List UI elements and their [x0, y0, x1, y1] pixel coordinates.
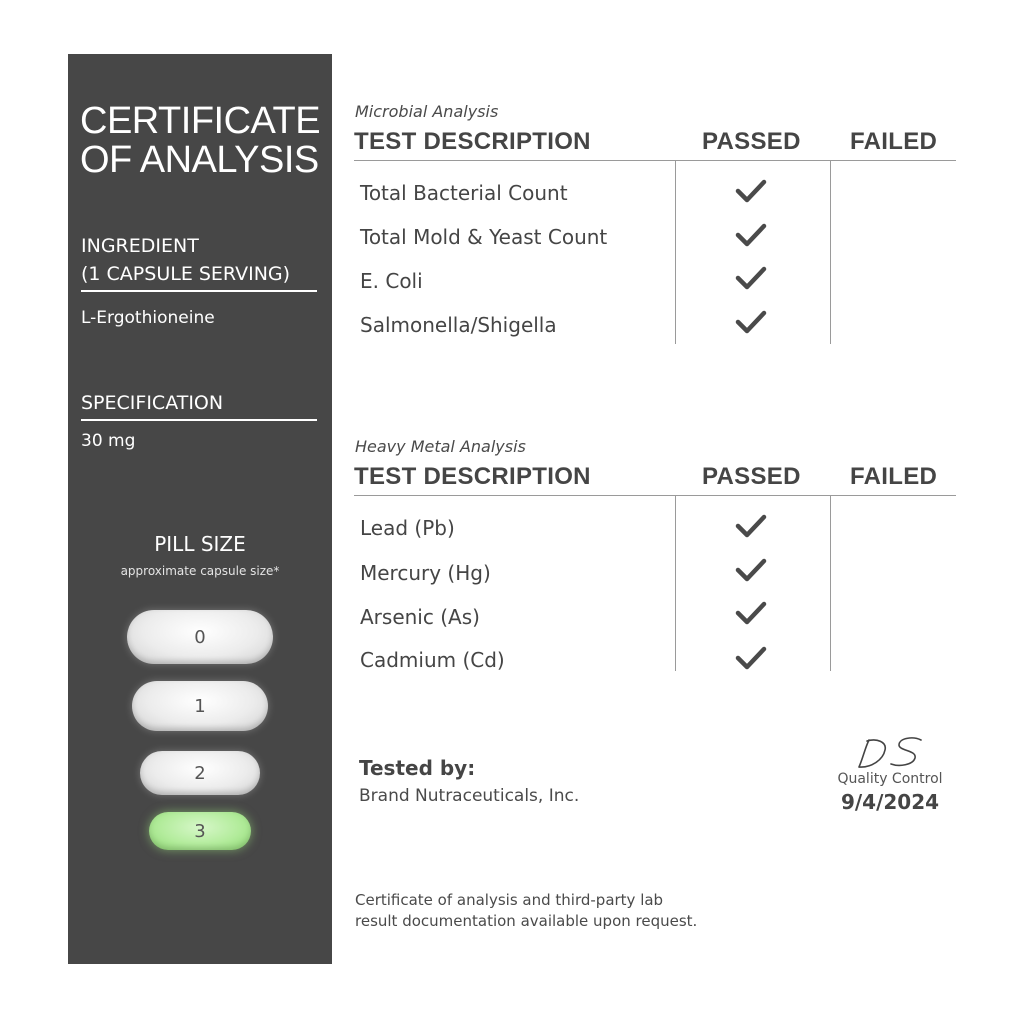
tested-by-value: Brand Nutraceuticals, Inc. — [359, 786, 580, 806]
heavy-metal-row-label: Mercury (Hg) — [360, 561, 491, 585]
sidebar-panel — [68, 54, 332, 964]
microbial-column-divider — [675, 160, 676, 344]
heavy-metal-caption: Heavy Metal Analysis — [355, 437, 526, 456]
pill-size-subheading: approximate capsule size* — [120, 564, 280, 578]
capsule-size-3-highlighted — [149, 812, 251, 850]
heavy-metal-column-divider — [675, 495, 676, 671]
checkmark-icon — [735, 600, 767, 626]
specification-label: SPECIFICATION — [81, 390, 317, 421]
capsule-label: 1 — [194, 695, 206, 717]
signature-image — [855, 734, 931, 772]
capsule-label: 2 — [194, 762, 206, 784]
microbial-row-label: E. Coli — [360, 269, 423, 293]
microbial-column-divider — [830, 160, 831, 344]
checkmark-icon — [735, 557, 767, 583]
quality-control-date: 9/4/2024 — [840, 790, 940, 814]
specification-value: 30 mg — [81, 431, 136, 451]
heavy-metal-col-failed: FAILED — [850, 463, 938, 490]
ingredient-label-line2: (1 CAPSULE SERVING) — [81, 263, 291, 285]
capsule-label: 3 — [194, 820, 206, 842]
microbial-row-label: Salmonella/Shigella — [360, 313, 557, 337]
footnote — [355, 890, 775, 932]
tested-by-label: Tested by: — [359, 756, 476, 780]
checkmark-icon — [735, 645, 767, 671]
heavy-metal-col-passed: PASSED — [702, 463, 801, 490]
microbial-header-divider — [354, 160, 956, 161]
microbial-col-description: TEST DESCRIPTION — [354, 128, 591, 155]
ingredient-label-line1: INGREDIENT — [81, 235, 199, 257]
microbial-row-label: Total Bacterial Count — [360, 181, 568, 205]
heavy-metal-row-label: Cadmium (Cd) — [360, 648, 505, 672]
heavy-metal-column-divider — [830, 495, 831, 671]
heavy-metal-row-label: Lead (Pb) — [360, 516, 455, 540]
microbial-col-passed: PASSED — [702, 128, 801, 155]
checkmark-icon — [735, 513, 767, 539]
checkmark-icon — [735, 309, 767, 335]
ingredient-label — [81, 232, 317, 292]
quality-control-label: Quality Control — [837, 771, 943, 787]
microbial-col-failed: FAILED — [850, 128, 938, 155]
footnote-line1: Certificate of analysis and third-party lab — [355, 891, 664, 909]
checkmark-icon — [735, 222, 767, 248]
capsule-label: 0 — [194, 626, 206, 648]
ingredient-value: L-Ergothioneine — [81, 308, 215, 328]
footnote-line2: result documentation available upon request. — [355, 912, 698, 930]
capsule-size-2 — [140, 751, 260, 795]
pill-size-heading: PILL SIZE — [154, 532, 246, 556]
capsule-size-0 — [127, 610, 273, 664]
heavy-metal-header-divider — [354, 495, 956, 496]
microbial-caption: Microbial Analysis — [355, 102, 499, 121]
checkmark-icon — [735, 265, 767, 291]
capsule-size-1 — [132, 681, 268, 731]
microbial-row-label: Total Mold & Yeast Count — [360, 225, 608, 249]
certificate-title: CERTIFICATE OF ANALYSIS — [80, 100, 321, 181]
checkmark-icon — [735, 178, 767, 204]
heavy-metal-col-description: TEST DESCRIPTION — [354, 463, 591, 490]
heavy-metal-row-label: Arsenic (As) — [360, 605, 480, 629]
